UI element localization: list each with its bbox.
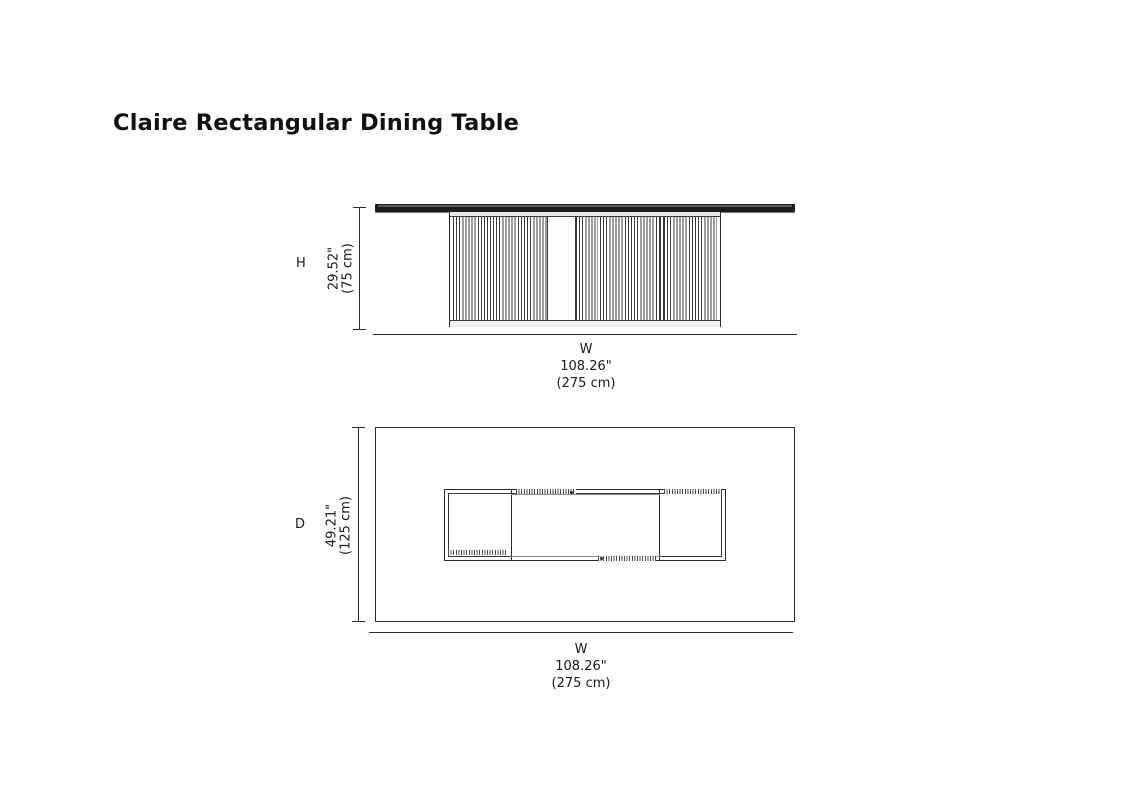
depth-value-cm: (125 cm) bbox=[338, 496, 354, 555]
height-dimension-tick-bottom bbox=[353, 329, 366, 330]
base-bottom-rail bbox=[449, 320, 721, 327]
height-dimension-line bbox=[359, 207, 360, 329]
plan-width-cm: (275 cm) bbox=[551, 676, 611, 692]
top-view-marker-dot bbox=[570, 491, 573, 494]
top-view-base-divider bbox=[511, 489, 512, 561]
plan-width-letter: W bbox=[574, 642, 588, 657]
fluted-panel bbox=[664, 217, 717, 320]
depth-dimension-tick-top bbox=[352, 427, 365, 428]
plan-width-inches: 108.26" bbox=[555, 659, 607, 675]
front-width-dimension-values bbox=[455, 341, 717, 392]
height-dimension-letter: H bbox=[296, 256, 306, 271]
fluted-panel bbox=[600, 217, 660, 320]
top-view-fluted-edge bbox=[448, 550, 506, 555]
fluted-panel bbox=[493, 217, 547, 320]
top-view-center-line bbox=[511, 494, 660, 495]
top-view-fluted-edge bbox=[516, 489, 576, 494]
front-width-letter: W bbox=[579, 342, 593, 357]
depth-value-inches: 49.21" bbox=[324, 503, 340, 548]
page-title: Claire Rectangular Dining Table bbox=[113, 110, 520, 136]
top-view-marker-dot bbox=[600, 557, 603, 560]
base-left-edge bbox=[449, 212, 450, 327]
fluted-panel bbox=[576, 217, 598, 320]
height-dimension-values bbox=[321, 205, 356, 331]
plan-width-dimension-values bbox=[450, 641, 712, 692]
base-right-edge bbox=[720, 212, 721, 327]
depth-dimension-letter: D bbox=[295, 517, 306, 532]
front-width-cm: (275 cm) bbox=[556, 376, 616, 392]
center-panel bbox=[547, 217, 576, 320]
plan-width-dimension-line bbox=[369, 632, 793, 633]
height-value-inches: 29.52" bbox=[326, 246, 342, 291]
front-width-inches: 108.26" bbox=[560, 359, 612, 375]
top-view-fluted-edge bbox=[664, 489, 722, 494]
front-width-dimension-line bbox=[373, 334, 797, 335]
top-view-base-divider bbox=[659, 489, 660, 561]
fluted-panel bbox=[453, 217, 491, 320]
front-elevation-drawing bbox=[375, 200, 795, 328]
tabletop-highlight bbox=[378, 205, 792, 207]
depth-dimension-tick-bottom bbox=[352, 621, 365, 622]
depth-dimension-line bbox=[358, 427, 359, 622]
height-value-cm: (75 cm) bbox=[340, 243, 356, 294]
top-view-fluted-edge bbox=[598, 556, 656, 561]
top-view-base-inner-outline bbox=[448, 493, 722, 557]
